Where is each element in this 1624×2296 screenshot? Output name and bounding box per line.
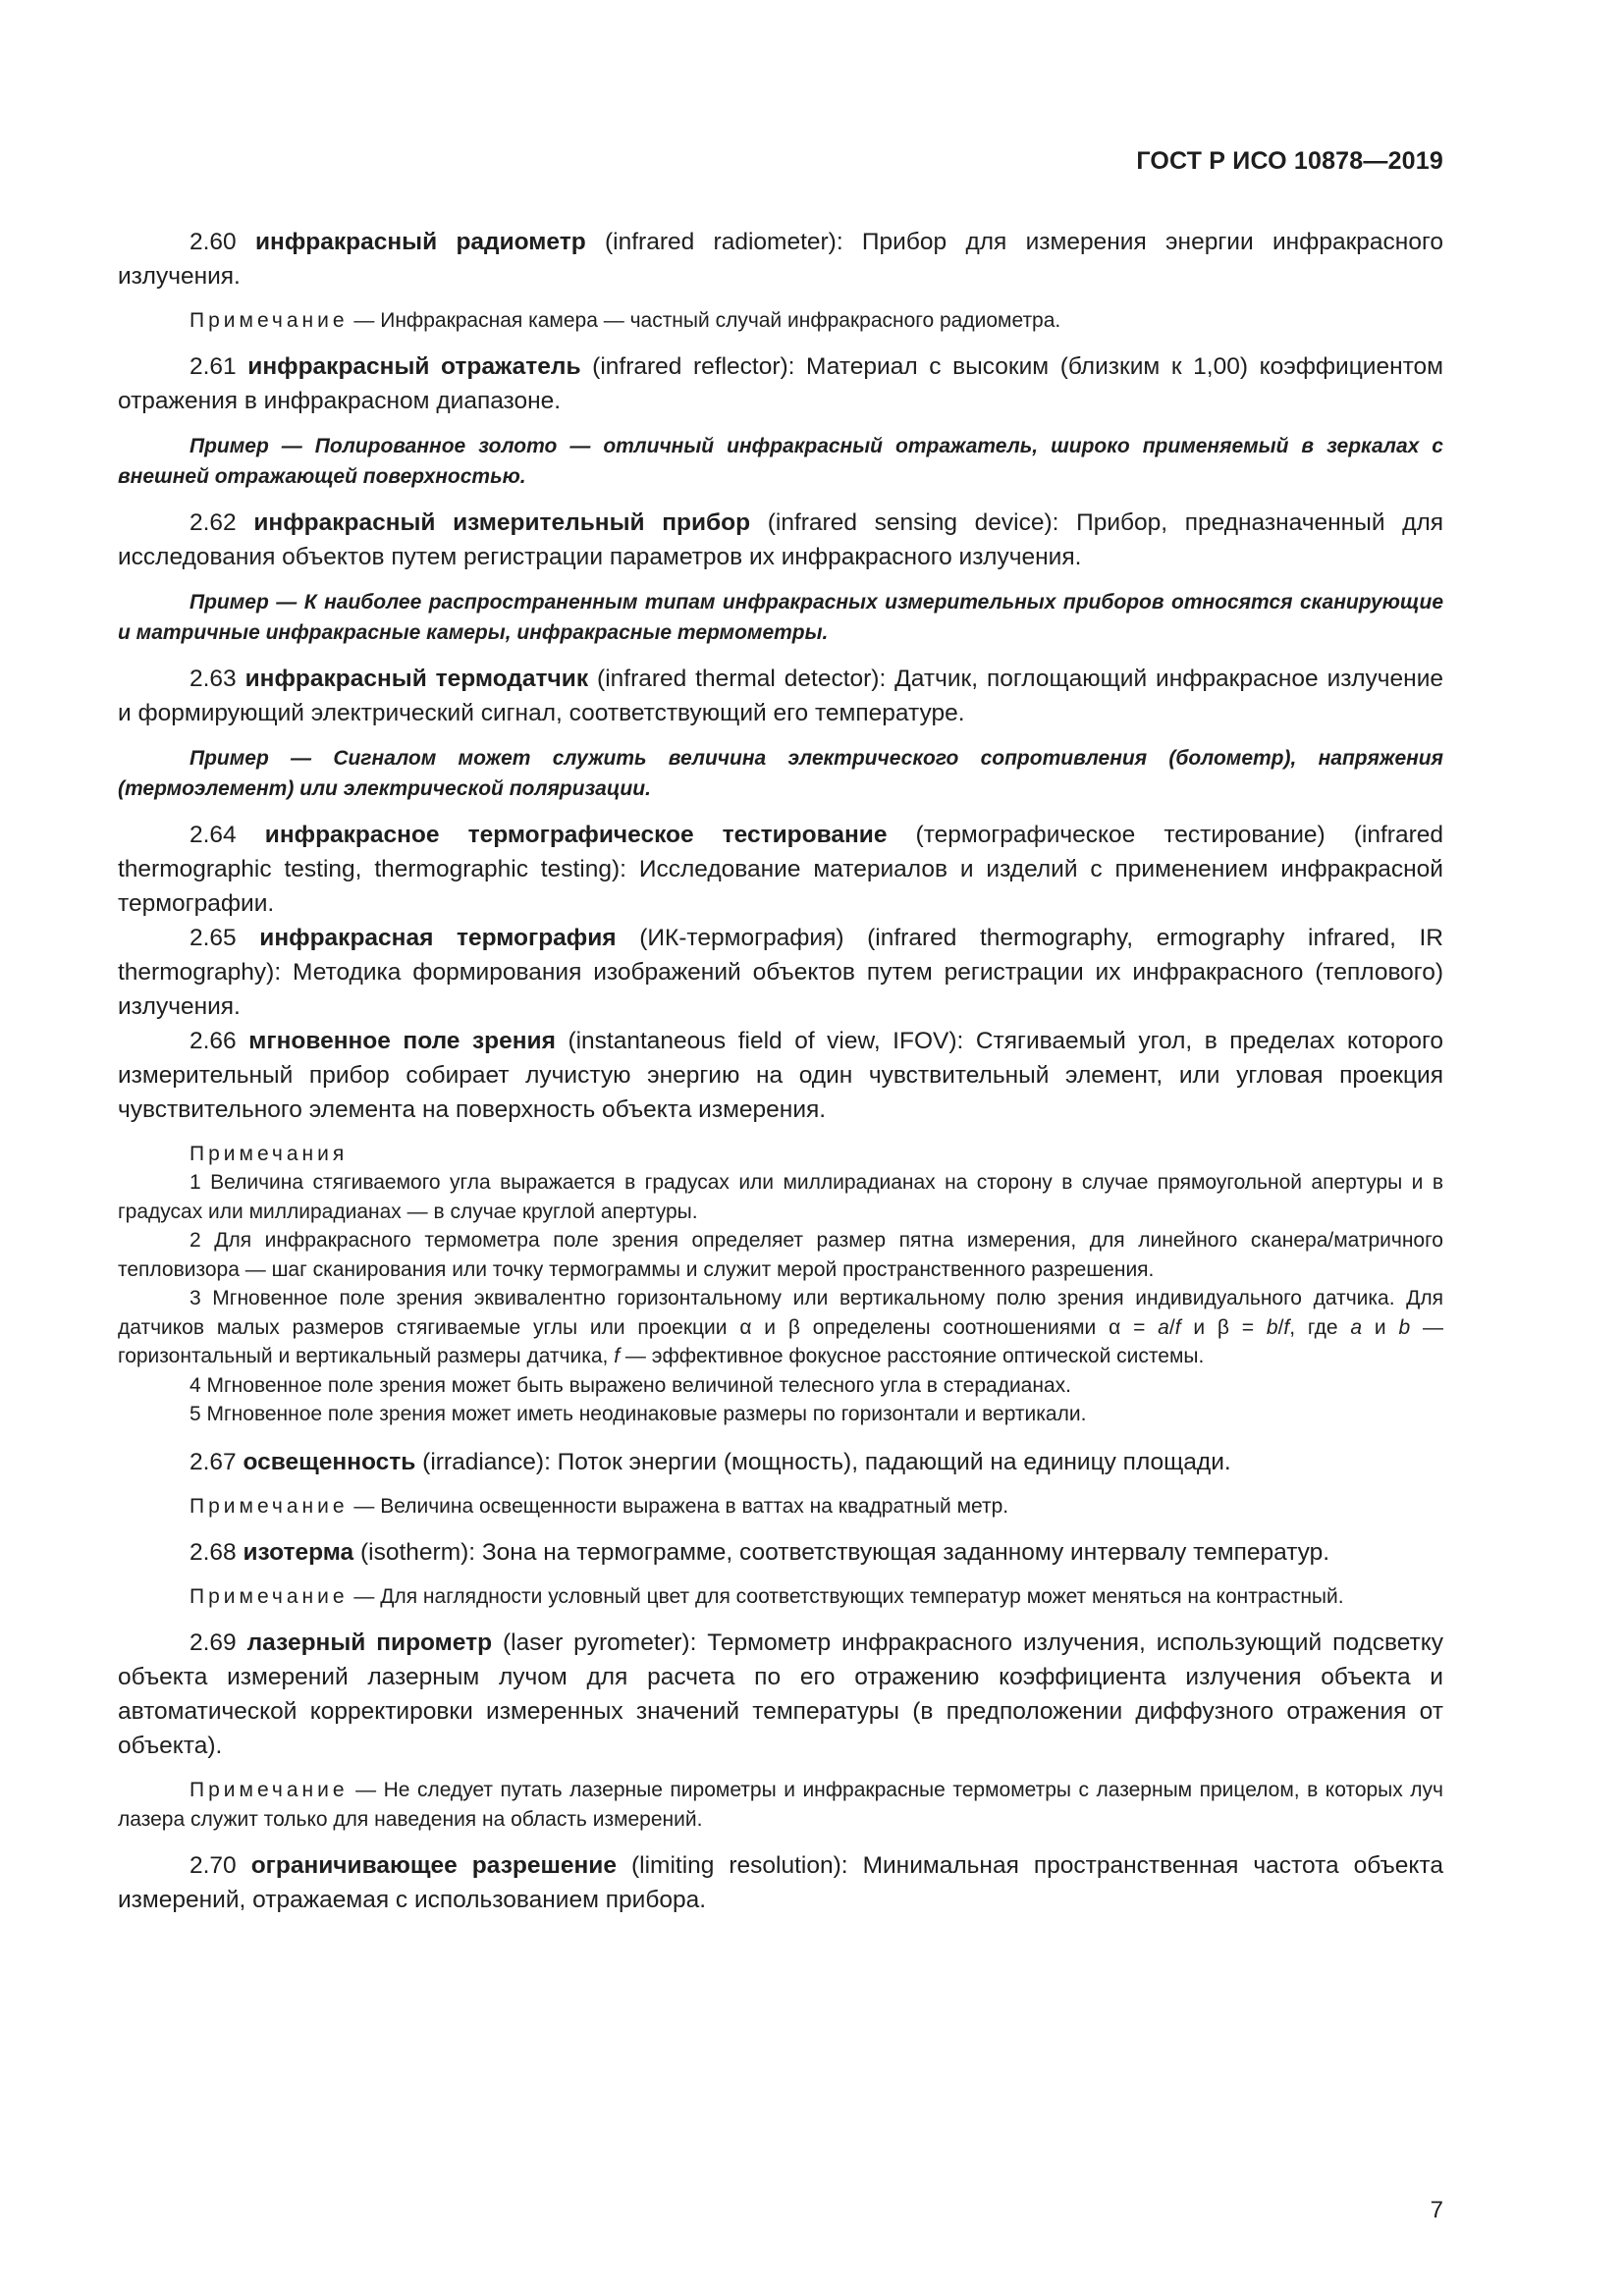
definition: (instantaneous field of view, IFOV): Стягиваемый угол, в пределах которого измерительный прибор собирает лучистую энергию на один чувствительный элемент, или угловая проекция чувствительного элемента на поверхность объекта измерения. (118, 1028, 1443, 1123)
note-2-69 (118, 1776, 1443, 1835)
example-2-61: Пример — Полированное золото — отличный инфракрасный отражатель, широко применяемый в зеркалах с внешней отражающей поверхностью. (118, 435, 1443, 488)
definition: (infrared thermal detector): Датчик, поглощающий инфракрасное излучение и формирующий электрический сигнал, соответствующий его температуре. (118, 666, 1444, 726)
term: инфракрасный отражатель (247, 353, 581, 380)
definition: (laser pyrometer): Термометр инфракрасного излучения, использующий подсветку объекта измерений лазерным лучом для расчета по его отражению коэффициента излучения объекта и автоматической корректировки измеренных значений температуры (в предположении диффузного отражения от объекта). (118, 1629, 1443, 1759)
note-2-67 (118, 1492, 1443, 1522)
entry-2-62 (118, 506, 1443, 574)
formula-var: f (614, 1345, 621, 1367)
notes-2-66 (118, 1140, 1443, 1429)
note-text-part: , где (1289, 1315, 1351, 1339)
definition: (термографическое тестирование) (infrared thermographic testing, thermographic testing): Исследование материалов и изделий с применением инфракрасной термографии. (118, 822, 1443, 917)
entry-number: 2.62 (189, 509, 237, 536)
term: освещенность (243, 1448, 416, 1475)
page-content (118, 225, 1443, 1930)
note-label: Примечание (189, 1494, 349, 1518)
formula-var: a (1158, 1315, 1169, 1339)
formula-var: a (1350, 1315, 1363, 1339)
example-2-63: Пример — Сигналом может служить величина электрического сопротивления (болометр), напряжения (термоэлемент) или электрической поляризации. (118, 747, 1443, 800)
term: изотерма (243, 1538, 354, 1566)
entry-2-69 (118, 1626, 1443, 1763)
standard-designation: ГОСТ Р ИСО 10878—2019 (1136, 147, 1443, 175)
entry-2-64 (118, 818, 1443, 921)
definition: (limiting resolution): Минимальная пространственная частота объекта измерений, отражаемая с использованием прибора. (118, 1851, 1443, 1913)
definition: (infrared reflector): Материал с высоким (близким к 1,00) коэффициентом отражения в инфракрасном диапазоне. (118, 353, 1444, 414)
note-label: Примечание (189, 309, 349, 332)
entry-2-63 (118, 662, 1443, 730)
note-text-part: 3 Мгновенное поле зрения эквивалентно горизонтальному или вертикальному полю зрения индивидуального датчика. Для датчиков малых размеров стягиваемые углы или проекции α и β определены соотношениями α = (118, 1287, 1443, 1339)
note-label: Примечание (189, 1584, 349, 1608)
note-text: — Инфракрасная камера — частный случай инфракрасного радиометра. (353, 309, 1061, 332)
definition: (isotherm): Зона на термограмме, соответствующая заданному интервалу температур. (360, 1538, 1330, 1566)
entry-number: 2.63 (189, 666, 237, 692)
entry-number: 2.68 (189, 1538, 237, 1566)
entry-number: 2.67 (189, 1448, 237, 1475)
term: инфракрасный радиометр (255, 229, 586, 255)
note-text-part: — эффективное фокусное расстояние оптической системы. (620, 1345, 1205, 1367)
term: инфракрасная термография (259, 925, 617, 951)
entry-2-65 (118, 921, 1443, 1024)
note-text-part: и β = (1180, 1315, 1267, 1339)
formula-slash: / (1277, 1315, 1284, 1339)
page-number: 7 (1430, 2197, 1443, 2223)
term: лазерный пирометр (246, 1629, 493, 1656)
entry-2-60 (118, 225, 1443, 294)
definition: (infrared radiometer): Прибор для измерения энергии инфракрасного излучения. (118, 229, 1443, 290)
note-label: Примечание (189, 1778, 349, 1801)
entry-number: 2.65 (189, 925, 237, 951)
term: инфракрасный измерительный прибор (253, 509, 751, 536)
note-text: — Не следует путать лазерные пирометры и инфракрасные термометры с лазерным прицелом, в которых луч лазера служит только для наведения на область измерений. (118, 1778, 1443, 1831)
example-2-62: Пример — К наиболее распространенным типам инфракрасных измерительных приборов относятся сканирующие и матричные инфракрасные камеры, инфракрасные термометры. (118, 591, 1443, 644)
entry-number: 2.66 (189, 1028, 237, 1054)
entry-2-66 (118, 1024, 1443, 1127)
definition: (ИК-термография) (infrared thermography, ermography infrared, IR thermography): Методика формирования изображений объектов путем регистрации их инфракрасного (теплового) излучения. (118, 925, 1443, 1020)
entry-2-61 (118, 349, 1443, 418)
formula-var: b (1398, 1315, 1411, 1339)
notes-title: Примечания (189, 1143, 349, 1165)
note-text-part: и (1362, 1315, 1399, 1339)
note-2-68 (118, 1582, 1443, 1612)
term: мгновенное поле зрения (248, 1028, 556, 1054)
note-item-3 (118, 1284, 1443, 1371)
note-item-1: 1 Величина стягиваемого угла выражается в градусах или миллирадианах на сторону в случае прямоугольной апертуры и в градусах или миллирадианах — в случае круглой апертуры. (118, 1171, 1443, 1223)
formula-var: f (1174, 1315, 1181, 1339)
term: инфракрасное термографическое тестирование (264, 822, 888, 848)
note-text: — Величина освещенности выражена в ваттах на квадратный метр. (353, 1494, 1009, 1518)
term: ограничивающее разрешение (250, 1851, 617, 1879)
definition: (irradiance): Поток энергии (мощность), падающий на единицу площади. (422, 1448, 1231, 1475)
entry-number: 2.61 (189, 353, 237, 380)
entry-number: 2.60 (189, 229, 237, 255)
definition: (infrared sensing device): Прибор, предназначенный для исследования объектов путем регистрации параметров их инфракрасного излучения. (118, 509, 1444, 570)
formula-var: b (1266, 1315, 1278, 1339)
formula-slash: / (1168, 1315, 1175, 1339)
entry-2-70 (118, 1848, 1443, 1917)
entry-number: 2.70 (189, 1851, 237, 1879)
note-2-60 (118, 306, 1443, 336)
note-item-2: 2 Для инфракрасного термометра поле зрения определяет размер пятна измерения, для линейного сканера/матричного тепловизора — шаг сканирования или точку термограммы и служит мерой пространственного разрешения. (118, 1229, 1443, 1281)
note-text-part: — горизонтальный и вертикальный размеры датчика, (118, 1315, 1443, 1367)
entry-2-68 (118, 1535, 1443, 1570)
entry-number: 2.69 (189, 1629, 237, 1656)
note-item-5: 5 Мгновенное поле зрения может иметь неодинаковые размеры по горизонтали и вертикали. (189, 1403, 1087, 1425)
note-text: — Для наглядности условный цвет для соответствующих температур может меняться на контрастный. (353, 1584, 1344, 1608)
note-item-4: 4 Мгновенное поле зрения может быть выражено величиной телесного угла в стерадианах. (189, 1373, 1071, 1397)
formula-var: f (1283, 1315, 1290, 1339)
entry-number: 2.64 (189, 822, 237, 848)
entry-2-67 (118, 1445, 1443, 1479)
term: инфракрасный термодатчик (244, 666, 589, 692)
